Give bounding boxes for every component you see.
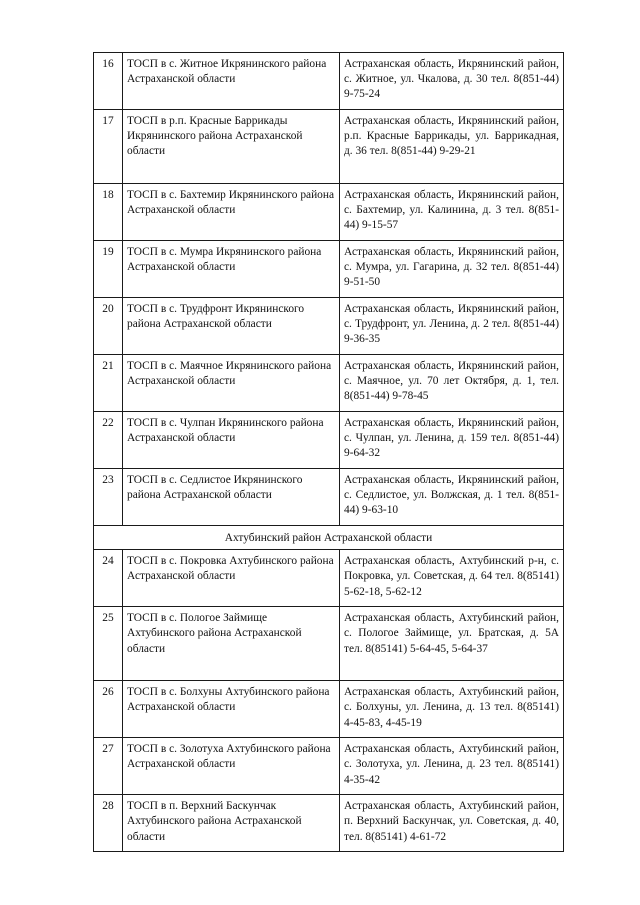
section-row: [94, 526, 564, 550]
table-row: [94, 184, 564, 241]
row-number: 23: [94, 469, 123, 526]
table-row: [94, 738, 564, 795]
office-address: Астраханская область, Ахтубинский район, п. Верхний Баскунчак, ул. Советская, д. 40, тел. 8(85141) 4-61-72: [340, 795, 564, 852]
table-row: [94, 110, 564, 184]
office-address: Астраханская область, Ахтубинский район, с. Пологое Займище, ул. Братская, д. 5А тел. 8(85141) 5-64-45, 5-64-37: [340, 607, 564, 681]
row-number: 25: [94, 607, 123, 681]
office-name: ТОСП в с. Болхуны Ахтубинского района Астраханской области: [123, 681, 340, 738]
office-address: Астраханская область, Ахтубинский район, с. Болхуны, ул. Ленина, д. 13 тел. 8(85141) 4-45-83, 4-45-19: [340, 681, 564, 738]
table-row: [94, 412, 564, 469]
office-address: Астраханская область, Икрянинский район, с. Седлистое, ул. Волжская, д. 1 тел. 8(851-44) 9-63-10: [340, 469, 564, 526]
office-name: ТОСП в с. Житное Икрянинского района Астраханской области: [123, 53, 340, 110]
table-row: [94, 53, 564, 110]
office-address: Астраханская область, Икрянинский район, с. Маячное, ул. 70 лет Октября, д. 1, тел. 8(851-44) 9-78-45: [340, 355, 564, 412]
office-name: ТОСП в с. Маячное Икрянинского района Астраханской области: [123, 355, 340, 412]
row-number: 19: [94, 241, 123, 298]
row-number: 18: [94, 184, 123, 241]
row-number: 26: [94, 681, 123, 738]
section-heading: Ахтубинский район Астраханской области: [94, 526, 564, 550]
table-row: [94, 469, 564, 526]
office-name: ТОСП в с. Седлистое Икрянинского района Астраханской области: [123, 469, 340, 526]
office-name: ТОСП в п. Верхний Баскунчак Ахтубинского района Астраханской области: [123, 795, 340, 852]
office-address: Астраханская область, Икрянинский район, с. Чулпан, ул. Ленина, д. 159 тел. 8(851-44) 9-64-32: [340, 412, 564, 469]
table-row: [94, 681, 564, 738]
office-name: ТОСП в с. Бахтемир Икрянинского района Астраханской области: [123, 184, 340, 241]
row-number: 20: [94, 298, 123, 355]
table-row: [94, 607, 564, 681]
office-name: ТОСП в с. Трудфронт Икрянинского района Астраханской области: [123, 298, 340, 355]
office-address: Астраханская область, Икрянинский район, с. Трудфронт, ул. Ленина, д. 2 тел. 8(851-44) 9-36-35: [340, 298, 564, 355]
row-number: 17: [94, 110, 123, 184]
office-address: Астраханская область, Ахтубинский р-н, с. Покровка, ул. Советская, д. 64 тел. 8(85141) 5-62-18, 5-62-12: [340, 550, 564, 607]
table-row: [94, 298, 564, 355]
office-name: ТОСП в с. Мумра Икрянинского района Астраханской области: [123, 241, 340, 298]
office-name: ТОСП в с. Покровка Ахтубинского района Астраханской области: [123, 550, 340, 607]
offices-table: [93, 52, 564, 852]
row-number: 28: [94, 795, 123, 852]
row-number: 22: [94, 412, 123, 469]
office-name: ТОСП в с. Чулпан Икрянинского района Астраханской области: [123, 412, 340, 469]
office-name: ТОСП в с. Золотуха Ахтубинского района Астраханской области: [123, 738, 340, 795]
row-number: 27: [94, 738, 123, 795]
office-name: ТОСП в с. Пологое Займище Ахтубинского района Астраханской области: [123, 607, 340, 681]
table-row: [94, 241, 564, 298]
office-address: Астраханская область, Икрянинский район, р.п. Красные Баррикады, ул. Баррикадная, д. 36 тел. 8(851-44) 9-29-21: [340, 110, 564, 184]
office-address: Астраханская область, Икрянинский район, с. Бахтемир, ул. Калинина, д. 3 тел. 8(851-44) 9-15-57: [340, 184, 564, 241]
row-number: 21: [94, 355, 123, 412]
table-row: [94, 550, 564, 607]
office-address: Астраханская область, Ахтубинский район, с. Золотуха, ул. Ленина, д. 23 тел. 8(85141) 4-35-42: [340, 738, 564, 795]
table-row: [94, 355, 564, 412]
office-address: Астраханская область, Икрянинский район, с. Житное, ул. Чкалова, д. 30 тел. 8(851-44) 9-75-24: [340, 53, 564, 110]
table-row: [94, 795, 564, 852]
office-name: ТОСП в р.п. Красные Баррикады Икрянинского района Астраханской области: [123, 110, 340, 184]
office-address: Астраханская область, Икрянинский район, с. Мумра, ул. Гагарина, д. 32 тел. 8(851-44) 9-51-50: [340, 241, 564, 298]
row-number: 16: [94, 53, 123, 110]
row-number: 24: [94, 550, 123, 607]
